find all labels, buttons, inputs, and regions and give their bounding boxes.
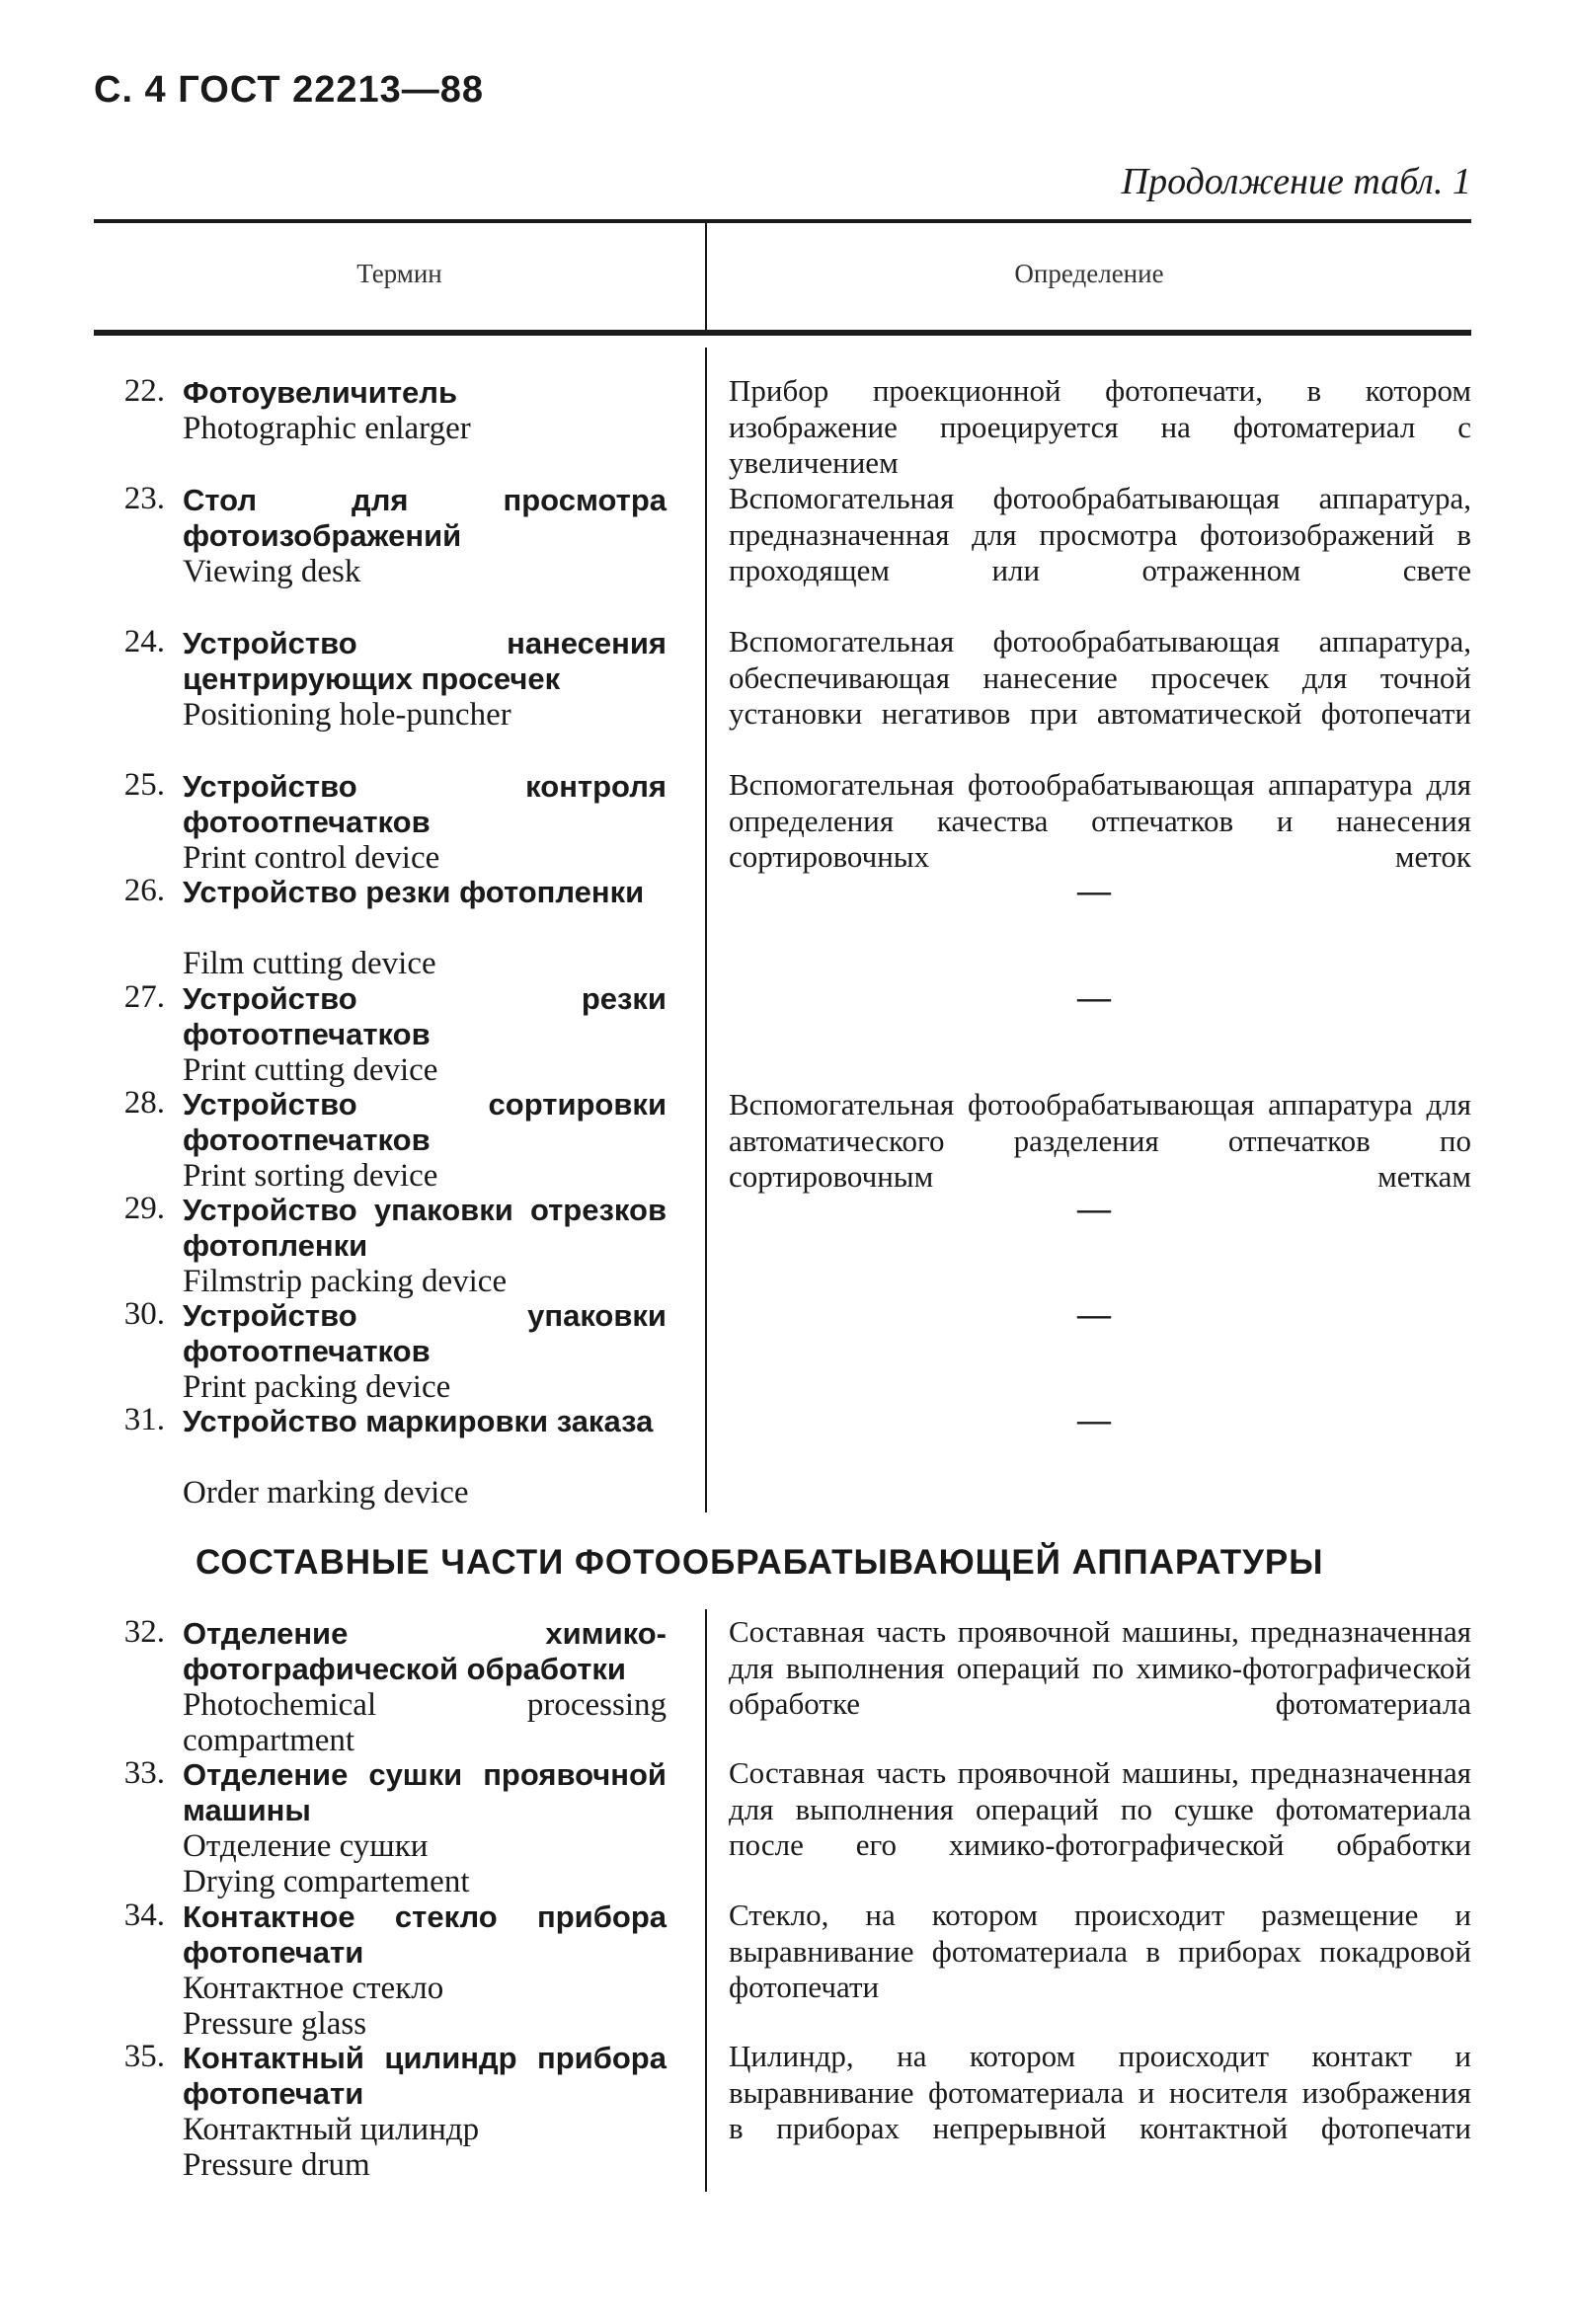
definition-dash: —: [1077, 1191, 1111, 1227]
body-column-divider: [705, 348, 707, 1512]
table-header-rule: [94, 330, 1471, 336]
term-russian: Отделение химико-фотографической обработки: [183, 1616, 667, 1686]
term-english: Pressure drum: [183, 2147, 370, 2183]
entry-number: 32.: [123, 1614, 165, 1650]
definition-dash: —: [1077, 979, 1111, 1016]
term-english: Print sorting device: [183, 1158, 438, 1194]
definition-dash: —: [1077, 873, 1111, 909]
term-russian: Отделение сушки проявочной машины: [183, 1757, 667, 1827]
term-russian: Контактное стекло прибора фотопечати: [183, 1899, 667, 1970]
definition: Вспомогательная фотообрабатывающая аппаратура для автоматического разделения отпечатков по сортировочным меткам: [729, 1087, 1471, 1194]
term-russian: Устройство резки фотопленки: [183, 875, 645, 909]
term-english: Photographic enlarger: [183, 411, 471, 446]
term-english: Pressure glass: [183, 2006, 367, 2042]
section-title: СОСТАВНЫЕ ЧАСТИ ФОТООБРАБАТЫВАЮЩЕЙ АППАРАТУРЫ: [196, 1543, 1324, 1582]
term-english: Order marking device: [183, 1475, 469, 1511]
term-russian: Фотоувеличитель: [183, 375, 458, 410]
entry-number: 34.: [123, 1898, 165, 1933]
term-english: Filmstrip packing device: [183, 1264, 508, 1299]
term-russian: Контактный цилиндр прибора фотопечати: [183, 2041, 667, 2111]
header-column-divider: [705, 223, 707, 332]
term-english: Viewing desk: [183, 554, 361, 589]
column-header-term: Термин: [356, 259, 442, 288]
entry-number: 28.: [123, 1085, 165, 1121]
definition-dash: —: [1077, 1296, 1111, 1333]
term-russian: Стол для просмотра фотоизображений: [183, 483, 667, 553]
entry-number: 25.: [123, 767, 165, 803]
definition: Цилиндр, на котором происходит контакт и выравнивание фотоматериала и носителя изображения в приборах непрерывной контактной фотопечати: [729, 2039, 1471, 2145]
definition-dash: —: [1077, 1402, 1111, 1438]
term-other-language: Контактное стекло: [183, 1971, 444, 2006]
term-other-language: Отделение сушки: [183, 1828, 429, 1864]
body-column-divider: [705, 1609, 707, 2192]
entry-number: 24.: [123, 624, 165, 659]
term-russian: Устройство нанесения центрирующих просечек: [183, 626, 667, 696]
entry-number: 31.: [123, 1402, 165, 1437]
definition: Стекло, на котором происходит размещение и выравнивание фотоматериала в приборах покадровой фотопечати: [729, 1898, 1471, 2004]
entry-number: 30.: [123, 1296, 165, 1332]
term-russian: Устройство упаковки отрезков фотопленки: [183, 1193, 667, 1263]
term-english: Film cutting device: [183, 946, 436, 981]
term-english: Print control device: [183, 840, 440, 876]
entry-number: 29.: [123, 1191, 165, 1226]
definition: Вспомогательная фотообрабатывающая аппаратура, обеспечивающая нанесение просечек для точной установки негативов при автоматической фотопечати: [729, 624, 1471, 731]
entry-number: 23.: [123, 481, 165, 516]
term-russian: Устройство сортировки фотоотпечатков: [183, 1087, 667, 1157]
column-header-definition: Определение: [1014, 259, 1164, 288]
term-english: Print packing device: [183, 1369, 451, 1405]
page-header: С. 4 ГОСТ 22213—88: [94, 69, 485, 111]
definition: Составная часть проявочной машины, предназначенная для выполнения операций по сушке фотоматериала после его химико-фотографической обработки: [729, 1755, 1471, 1862]
entry-number: 22.: [123, 373, 165, 409]
term-russian: Устройство контроля фотоотпечатков: [183, 769, 667, 839]
term-russian: Устройство резки фотоотпечатков: [183, 981, 667, 1051]
definition: Вспомогательная фотообрабатывающая аппаратура, предназначенная для просмотра фотоизображений в проходящем или отраженном свете: [729, 481, 1471, 587]
term-russian: Устройство маркировки заказа: [183, 1404, 654, 1438]
table-continuation-label: Продолжение табл. 1: [1121, 161, 1471, 202]
term-english: Positioning hole-puncher: [183, 697, 511, 733]
term-english: Drying compartement: [183, 1864, 470, 1899]
definition: Вспомогательная фотообрабатывающая аппаратура для определения качества отпечатков и нанесения сортировочных меток: [729, 767, 1471, 874]
term-other-language: Контактный цилиндр: [183, 2112, 480, 2147]
entry-number: 27.: [123, 979, 165, 1015]
term-russian: Устройство упаковки фотоотпечатков: [183, 1298, 667, 1368]
entry-number: 33.: [123, 1755, 165, 1791]
definition: Составная часть проявочной машины, предназначенная для выполнения операций по химико-фотографической обработке фотоматериала: [729, 1614, 1471, 1721]
term-english: Print cutting device: [183, 1052, 438, 1088]
entry-number: 26.: [123, 873, 165, 908]
term-english: Photochemical processing compartment: [183, 1687, 667, 1758]
definition: Прибор проекционной фотопечати, в котором изображение проецируется на фотоматериал с увеличением: [729, 373, 1471, 480]
table-top-rule: [94, 219, 1471, 223]
entry-number: 35.: [123, 2039, 165, 2074]
